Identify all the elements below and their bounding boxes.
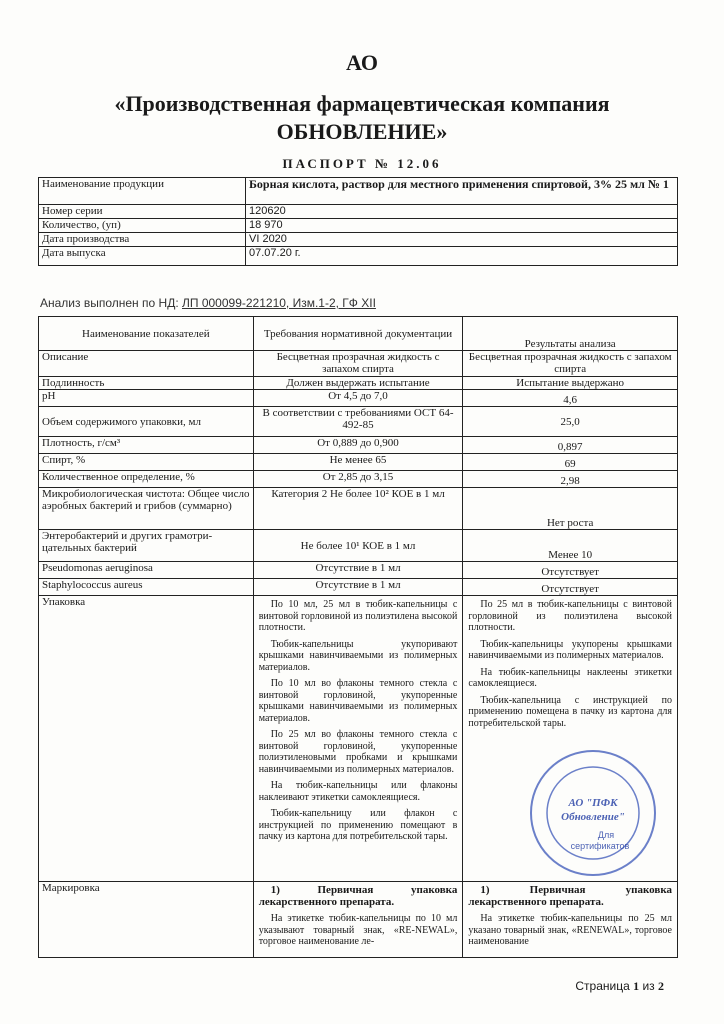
param-name: Маркировка bbox=[39, 882, 254, 958]
stamp-purpose-text: Для bbox=[597, 830, 615, 840]
paragraph: На этикетке тюбик-капельницы по 10 мл указывают товарный знак, «RE-NEWAL», торговое наименование ле- bbox=[258, 913, 458, 947]
document-header bbox=[0, 50, 724, 146]
company-name-line2: ОБНОВЛЕНИЕ» bbox=[276, 119, 448, 144]
param-name: Объем содержимого упаковки, мл bbox=[39, 407, 254, 437]
marking-results bbox=[463, 882, 678, 958]
table-row bbox=[39, 488, 678, 530]
table-row bbox=[39, 437, 678, 454]
param-name: Подлинность bbox=[39, 377, 254, 390]
table-row bbox=[39, 882, 678, 958]
product-key: Наименование продукции bbox=[39, 178, 246, 205]
paragraph: По 25 мл во флаконы темного стекла с винтовой горловиной, укупоренные полиэтиленовыми пробками и крышками навинчиваемыми из полимерных материалов. bbox=[258, 729, 458, 775]
param-result: Менее 10 bbox=[463, 530, 678, 562]
param-result: Нет роста bbox=[463, 488, 678, 530]
paragraph: На тюбик-капельницы наклеены этикетки самоклеящиеся. bbox=[468, 666, 672, 689]
param-name: Staphylococcus aureus bbox=[39, 579, 254, 596]
paragraph: На этикетке тюбик-капельницы по 25 мл указано товарный знак, «RENEWAL», торговое наименование bbox=[468, 913, 672, 947]
param-requirement: Отсутствие в 1 мл bbox=[253, 562, 463, 579]
param-requirement: От 4,5 до 7,0 bbox=[253, 390, 463, 407]
table-row bbox=[39, 530, 678, 562]
table-row bbox=[39, 247, 678, 266]
header-requirements: Требования нормативной документации bbox=[253, 317, 463, 351]
paragraph: 1) Первичная упаковка лекарственного препарата. bbox=[468, 884, 672, 908]
analysis-prefix: Анализ выполнен по НД: bbox=[40, 296, 179, 310]
param-name: pH bbox=[39, 390, 254, 407]
product-key: Дата выпуска bbox=[39, 247, 246, 266]
param-requirement: Категория 2 Не более 10² КОЕ в 1 мл bbox=[253, 488, 463, 530]
paragraph: По 10 мл во флаконы темного стекла с винтовой горловиной, укупоренные крышками навинчиваемыми из полимерных материалов. bbox=[258, 678, 458, 724]
product-table bbox=[38, 177, 678, 266]
table-row bbox=[39, 233, 678, 247]
page-of: из bbox=[642, 979, 655, 993]
product-key: Количество, (уп) bbox=[39, 219, 246, 233]
page-total: 2 bbox=[658, 979, 664, 993]
param-requirement: Не менее 65 bbox=[253, 454, 463, 471]
product-value: VI 2020 bbox=[246, 233, 678, 247]
paragraph: На тюбик-капельницы или флаконы наклеивают этикетки самоклеящиеся. bbox=[258, 780, 458, 803]
param-result: Испытание выдержано bbox=[463, 377, 678, 390]
table-row bbox=[39, 219, 678, 233]
param-result: 69 bbox=[463, 454, 678, 471]
product-value: 18 970 bbox=[246, 219, 678, 233]
param-requirement: Отсутствие в 1 мл bbox=[253, 579, 463, 596]
paragraph: Тюбик-капельницы укупорены крышками навинчиваемыми из полимерных материалов. bbox=[468, 638, 672, 661]
param-requirement: Не более 10¹ КОЕ в 1 мл bbox=[253, 530, 463, 562]
param-name: Микробиологическая чистота: Общее число аэробных бактерий и грибов (суммарно) bbox=[39, 488, 254, 530]
param-requirement: От 2,85 до 3,15 bbox=[253, 471, 463, 488]
param-requirement: Должен выдержать испытание bbox=[253, 377, 463, 390]
table-row bbox=[39, 562, 678, 579]
page-number bbox=[575, 979, 664, 994]
param-name: Описание bbox=[39, 351, 254, 377]
param-name: Плотность, г/см³ bbox=[39, 437, 254, 454]
param-requirement: В соответствии с требованиями ОСТ 64-492-85 bbox=[253, 407, 463, 437]
paragraph: 1) Первичная упаковка лекарственного препарата. bbox=[258, 884, 458, 908]
param-result: 0,897 bbox=[463, 437, 678, 454]
packaging-requirements bbox=[253, 596, 463, 882]
table-row bbox=[39, 579, 678, 596]
param-name: Энтеробактерий и других грамотри-цательных бактерий bbox=[39, 530, 254, 562]
param-result: Отсутствует bbox=[463, 579, 678, 596]
paragraph: Тюбик-капельница с инструкцией по применению помещена в пачку из картона для потребительской тары. bbox=[468, 694, 672, 729]
param-result: 25,0 bbox=[463, 407, 678, 437]
table-row bbox=[39, 351, 678, 377]
param-result: 2,98 bbox=[463, 471, 678, 488]
table-header-row bbox=[39, 317, 678, 351]
analysis-doc: ЛП 000099-221210, Изм.1-2, ГФ XII bbox=[182, 296, 376, 310]
passport-title: ПАСПОРТ № 12.06 bbox=[282, 156, 442, 171]
param-name: Упаковка bbox=[39, 596, 254, 882]
table-row bbox=[39, 205, 678, 219]
table-row bbox=[39, 454, 678, 471]
company-stamp bbox=[528, 748, 658, 878]
header-name: Наименование показателей bbox=[39, 317, 254, 351]
stamp-center-text: АО "ПФК bbox=[568, 797, 618, 809]
table-row bbox=[39, 407, 678, 437]
param-result: 4,6 bbox=[463, 390, 678, 407]
product-value: 120620 bbox=[246, 205, 678, 219]
product-value: Борная кислота, раствор для местного применения спиртовой, 3% 25 мл № 1 bbox=[246, 178, 678, 205]
company-name-line1: «Производственная фармацевтическая компания bbox=[114, 91, 610, 116]
stamp-purpose-text: сертификатов bbox=[570, 841, 630, 851]
param-name: Количественное определение, % bbox=[39, 471, 254, 488]
product-key: Номер серии bbox=[39, 205, 246, 219]
analysis-line bbox=[40, 296, 376, 310]
param-name: Pseudomonas aeruginosa bbox=[39, 562, 254, 579]
header-results: Результаты анализа bbox=[463, 317, 678, 351]
company-type: АО bbox=[346, 50, 378, 75]
product-value: 07.07.20 г. bbox=[246, 247, 678, 266]
table-row bbox=[39, 178, 678, 205]
paragraph: Тюбик-капельницу или флакон с инструкцией по применению помещают в пачку из картона для потребительской тары. bbox=[258, 808, 458, 842]
paragraph: По 10 мл, 25 мл в тюбик-капельницы с винтовой горловиной из полиэтилена высокой плотности. bbox=[258, 599, 458, 633]
param-requirement: От 0,889 до 0,900 bbox=[253, 437, 463, 454]
table-row bbox=[39, 377, 678, 390]
product-key: Дата производства bbox=[39, 233, 246, 247]
table-row bbox=[39, 390, 678, 407]
param-result: Бесцветная прозрачная жидкость с запахом спирта bbox=[463, 351, 678, 377]
param-requirement: Бесцветная прозрачная жидкость с запахом спирта bbox=[253, 351, 463, 377]
paragraph: Тюбик-капельницы укупоривают крышками навинчиваемыми из полимерных материалов. bbox=[258, 638, 458, 673]
page-current: 1 bbox=[633, 979, 640, 993]
param-result: Отсутствует bbox=[463, 562, 678, 579]
stamp-center-text: Обновление" bbox=[561, 811, 625, 823]
page-label: Страница bbox=[575, 979, 630, 993]
table-row bbox=[39, 471, 678, 488]
param-name: Спирт, % bbox=[39, 454, 254, 471]
paragraph: По 25 мл в тюбик-капельницы с винтовой горловиной из полиэтилена высокой плотности. bbox=[468, 599, 672, 633]
marking-requirements bbox=[253, 882, 463, 958]
